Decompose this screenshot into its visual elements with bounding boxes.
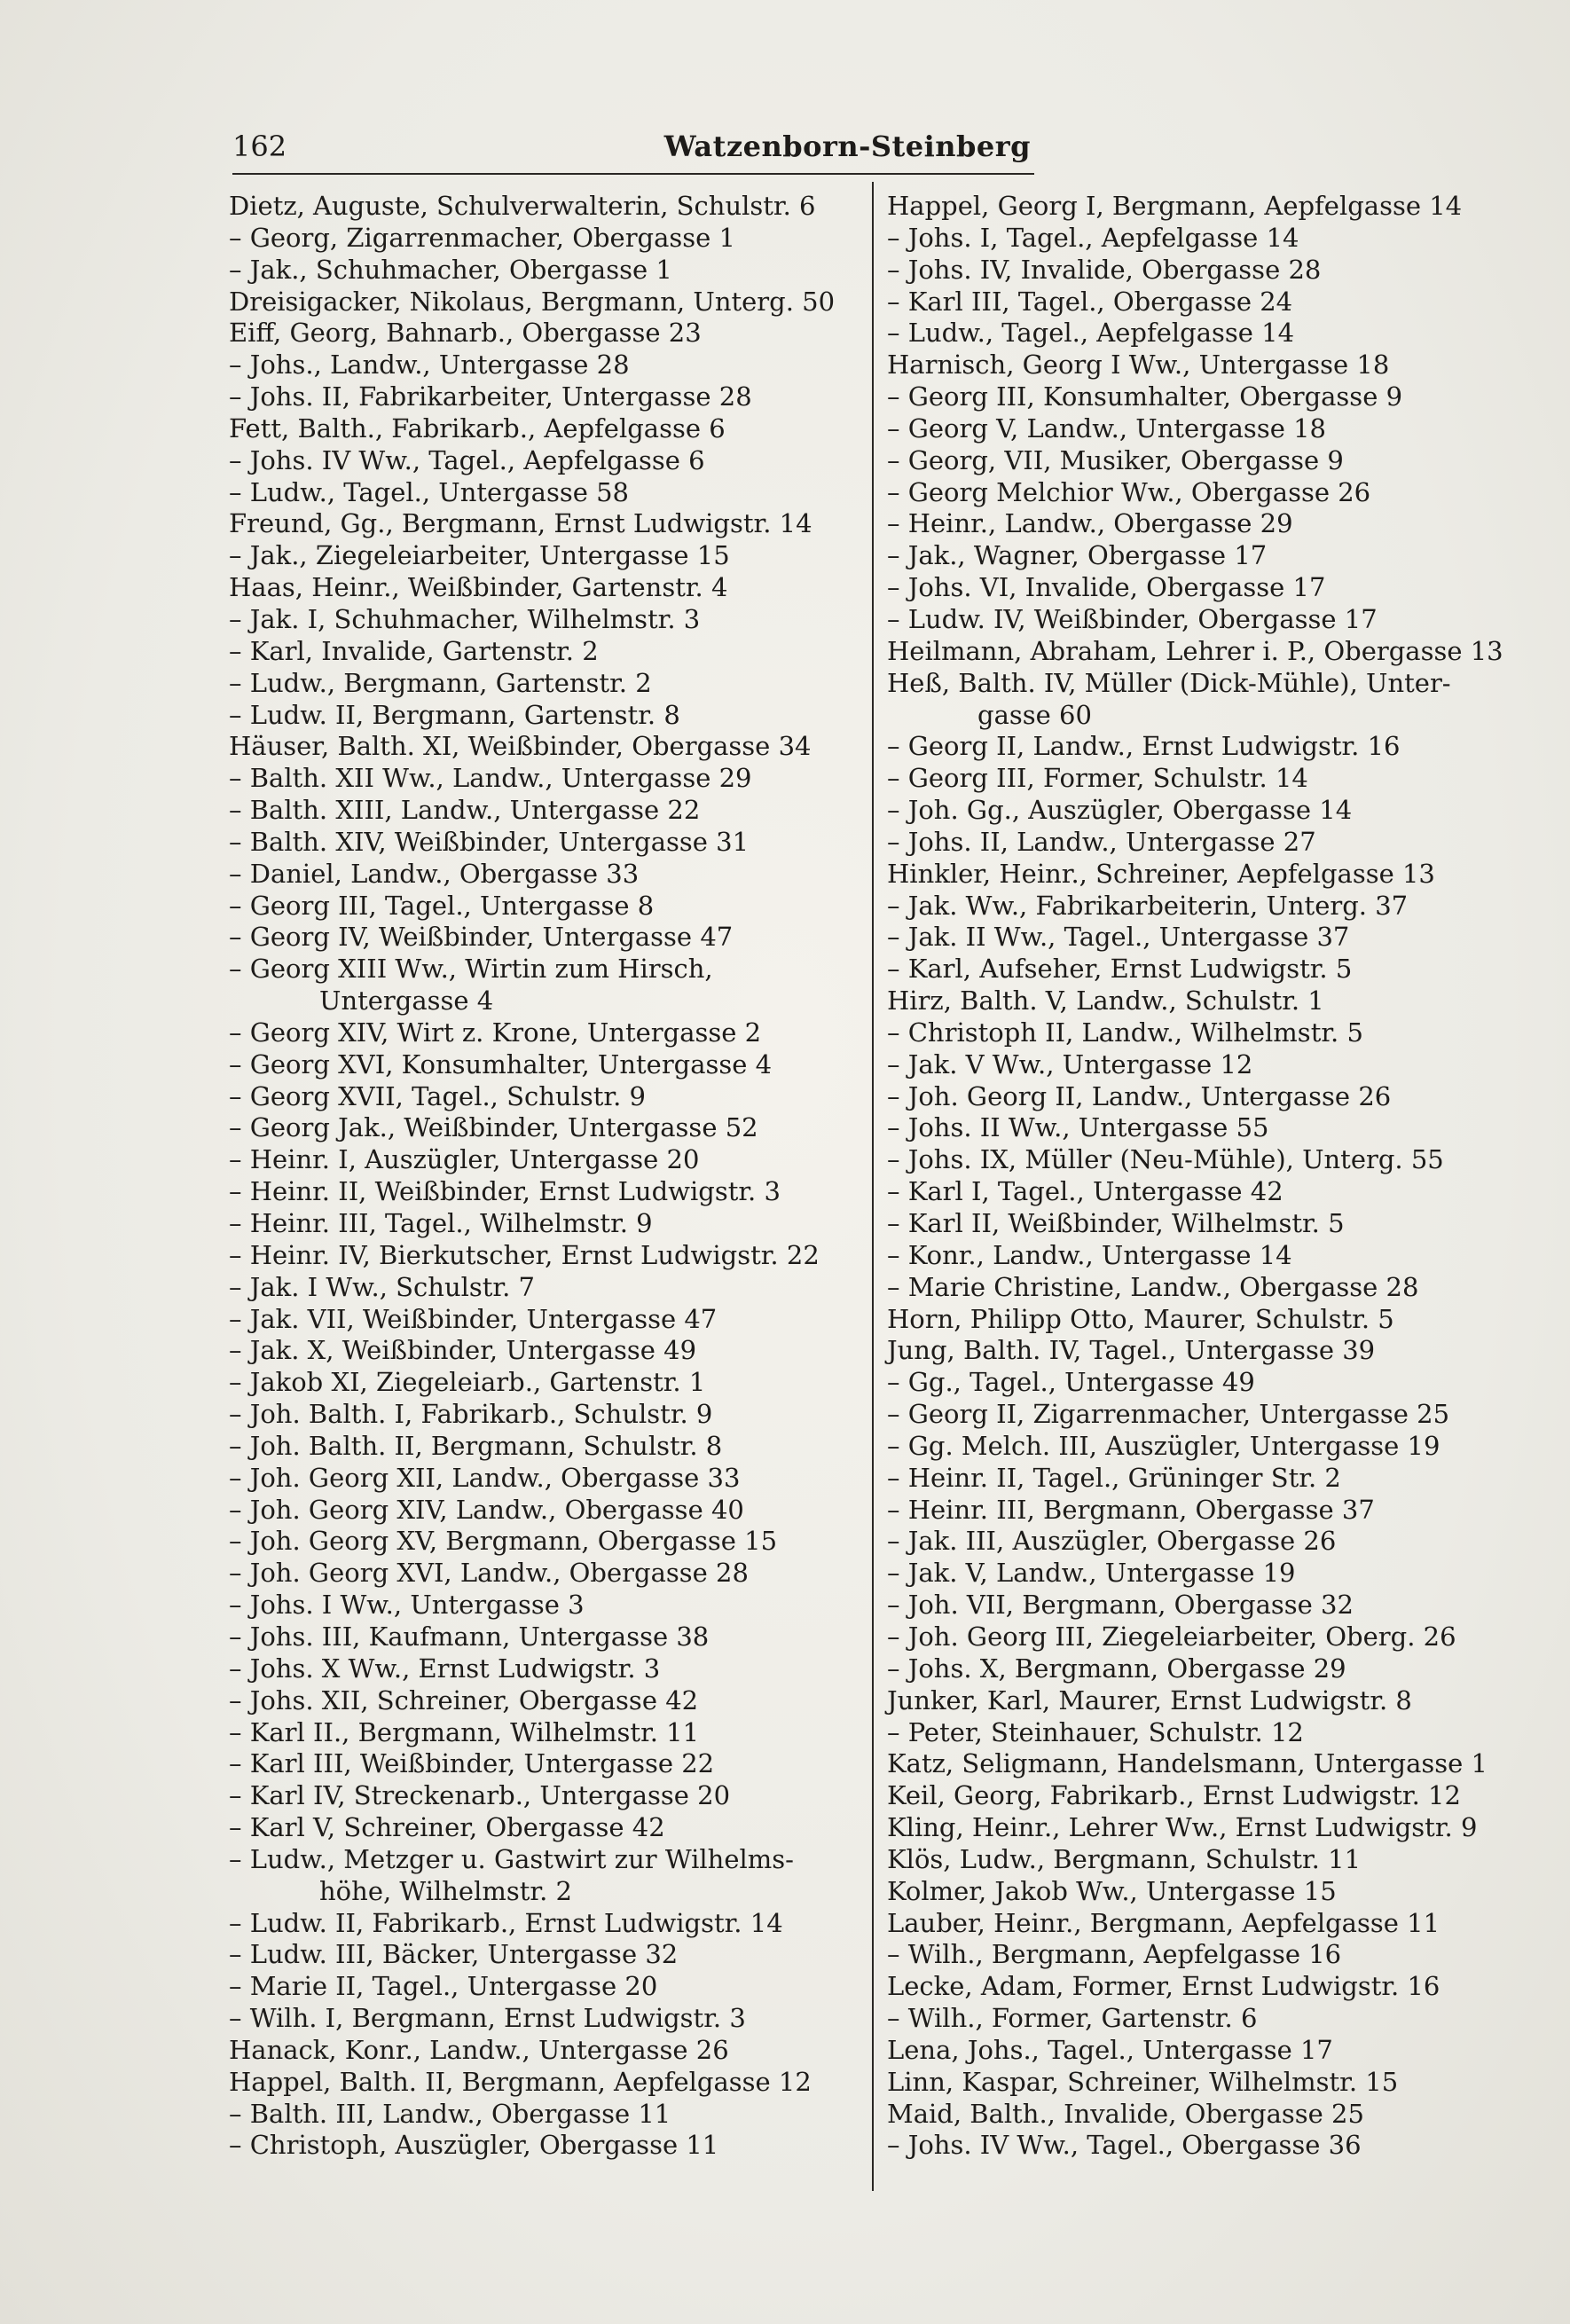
directory-entry: – Jak. X, Weißbinder, Untergasse 49 — [229, 1335, 697, 1366]
directory-entry: Dreisigacker, Nikolaus, Bergmann, Unterg. 50 — [229, 286, 836, 317]
directory-entry: Heß, Balth. IV, Müller (Dick-Mühle), Unter- — [887, 667, 1451, 698]
directory-entry: – Georg II, Zigarrenmacher, Untergasse 25 — [887, 1399, 1450, 1430]
directory-entry: – Ludw., Tagel., Untergasse 58 — [229, 476, 629, 507]
directory-entry: – Georg Melchior Ww., Obergasse 26 — [887, 476, 1371, 507]
directory-entry: Fett, Balth., Fabrikarb., Aepfelgasse 6 — [229, 412, 726, 444]
directory-entry: – Balth. III, Landw., Obergasse 11 — [229, 2098, 671, 2129]
directory-entry: – Konr., Landw., Untergasse 14 — [887, 1239, 1292, 1270]
directory-entry: – Johs. III, Kaufmann, Untergasse 38 — [229, 1621, 710, 1652]
directory-entry: – Joh. Gg., Auszügler, Obergasse 14 — [887, 795, 1353, 826]
directory-entry: Hirz, Balth. V, Landw., Schulstr. 1 — [887, 985, 1324, 1017]
directory-entry: – Karl IV, Streckenarb., Untergasse 20 — [229, 1780, 731, 1811]
directory-entry: – Georg XVI, Konsumhalter, Untergasse 4 — [229, 1048, 773, 1080]
directory-entry: – Jak. Ww., Fabrikarbeiterin, Unterg. 37 — [887, 890, 1409, 921]
directory-entry: – Balth. XII Ww., Landw., Untergasse 29 — [229, 763, 752, 794]
directory-entry: – Ludw. II, Bergmann, Gartenstr. 8 — [229, 699, 680, 730]
directory-entry: – Jak. III, Auszügler, Obergasse 26 — [887, 1526, 1337, 1557]
directory-entry: Junker, Karl, Maurer, Ernst Ludwigstr. 8 — [887, 1684, 1412, 1716]
directory-entry: Kling, Heinr., Lehrer Ww., Ernst Ludwigstr. 9 — [887, 1812, 1478, 1843]
directory-entry: – Karl III, Tagel., Obergasse 24 — [887, 286, 1293, 317]
directory-entry: – Balth. XIII, Landw., Untergasse 22 — [229, 795, 701, 826]
directory-entry: Haas, Heinr., Weißbinder, Gartenstr. 4 — [229, 572, 728, 603]
directory-entry: – Johs. IV, Invalide, Obergasse 28 — [887, 254, 1322, 285]
directory-entry: – Johs. X, Bergmann, Obergasse 29 — [887, 1653, 1346, 1684]
directory-entry: Happel, Balth. II, Bergmann, Aepfelgasse 12 — [229, 2066, 812, 2097]
directory-entry: – Georg III, Konsumhalter, Obergasse 9 — [887, 381, 1403, 412]
directory-entry: – Karl V, Schreiner, Obergasse 42 — [229, 1812, 665, 1843]
directory-entry: – Georg Jak., Weißbinder, Untergasse 52 — [229, 1112, 758, 1143]
directory-entry: Hinkler, Heinr., Schreiner, Aepfelgasse 13 — [887, 858, 1435, 889]
directory-entry: – Joh. Georg XII, Landw., Obergasse 33 — [229, 1462, 741, 1493]
directory-entry: – Karl I, Tagel., Untergasse 42 — [887, 1176, 1283, 1207]
page-number: 162 — [232, 130, 287, 163]
directory-entry: Horn, Philipp Otto, Maurer, Schulstr. 5 — [887, 1303, 1394, 1334]
directory-entry: – Ludw. II, Fabrikarb., Ernst Ludwigstr. 14 — [229, 1907, 783, 1938]
directory-entry: – Johs. I, Tagel., Aepfelgasse 14 — [887, 222, 1299, 253]
directory-entry: Happel, Georg I, Bergmann, Aepfelgasse 14 — [887, 191, 1463, 221]
directory-entry: Katz, Seligmann, Handelsmann, Untergasse 1 — [887, 1748, 1488, 1779]
directory-entry: – Jak. VII, Weißbinder, Untergasse 47 — [229, 1303, 718, 1334]
entry-continuation-line: Untergasse 4 — [319, 985, 494, 1017]
directory-entry: – Georg III, Former, Schulstr. 14 — [887, 763, 1308, 794]
directory-entry: – Joh. Georg III, Ziegeleiarbeiter, Oberg. 26 — [887, 1621, 1456, 1652]
directory-entry: Maid, Balth., Invalide, Obergasse 25 — [887, 2098, 1364, 2129]
directory-entry: – Joh. VII, Bergmann, Obergasse 32 — [887, 1590, 1354, 1621]
directory-entry: Jung, Balth. IV, Tagel., Untergasse 39 — [887, 1335, 1376, 1366]
directory-entry: – Peter, Steinhauer, Schulstr. 12 — [887, 1716, 1304, 1747]
running-title: Watzenborn-Steinberg — [663, 130, 1031, 163]
directory-entry: – Jak., Schuhmacher, Obergasse 1 — [229, 254, 672, 285]
directory-entry: Keil, Georg, Fabrikarb., Ernst Ludwigstr. 12 — [887, 1780, 1461, 1811]
directory-entry: – Heinr. III, Tagel., Wilhelmstr. 9 — [229, 1208, 653, 1238]
directory-entry: – Johs. X Ww., Ernst Ludwigstr. 3 — [229, 1653, 661, 1684]
directory-entry: – Georg, Zigarrenmacher, Obergasse 1 — [229, 222, 736, 253]
directory-entry: – Georg, VII, Musiker, Obergasse 9 — [887, 444, 1344, 475]
directory-entry: – Georg V, Landw., Untergasse 18 — [887, 412, 1326, 444]
directory-entry: – Gg., Tagel., Untergasse 49 — [887, 1367, 1255, 1398]
directory-entry: – Georg III, Tagel., Untergasse 8 — [229, 890, 655, 921]
directory-entry: – Christoph, Auszügler, Obergasse 11 — [229, 2130, 719, 2161]
header-rule — [232, 173, 1034, 175]
directory-entry: – Ludw., Metzger u. Gastwirt zur Wilhelms- — [229, 1843, 794, 1874]
directory-entry: – Marie II, Tagel., Untergasse 20 — [229, 1971, 658, 2002]
directory-entry: – Jak. V, Landw., Untergasse 19 — [887, 1558, 1296, 1589]
directory-entry: – Georg II, Landw., Ernst Ludwigstr. 16 — [887, 731, 1401, 762]
directory-entry: – Gg. Melch. III, Auszügler, Untergasse 19 — [887, 1430, 1440, 1461]
directory-entry: – Balth. XIV, Weißbinder, Untergasse 31 — [229, 826, 750, 857]
directory-entry: Kolmer, Jakob Ww., Untergasse 15 — [887, 1875, 1337, 1906]
right-column — [887, 191, 1570, 2162]
directory-entry: – Johs. I Ww., Untergasse 3 — [229, 1590, 585, 1621]
directory-entry: – Johs. II Ww., Untergasse 55 — [887, 1112, 1269, 1143]
directory-entry: Linn, Kaspar, Schreiner, Wilhelmstr. 15 — [887, 2066, 1399, 2097]
directory-entry: – Jakob XI, Ziegeleiarb., Gartenstr. 1 — [229, 1367, 706, 1398]
directory-entry: – Johs. II, Fabrikarbeiter, Untergasse 28 — [229, 381, 752, 412]
directory-entry: – Georg IV, Weißbinder, Untergasse 47 — [229, 922, 734, 953]
directory-entry: – Heinr. IV, Bierkutscher, Ernst Ludwigstr. 22 — [229, 1239, 820, 1270]
directory-entry: – Jak., Wagner, Obergasse 17 — [887, 540, 1268, 571]
entry-continuation-line: höhe, Wilhelmstr. 2 — [319, 1875, 572, 1906]
directory-entry: – Heinr. II, Tagel., Grüninger Str. 2 — [887, 1462, 1341, 1493]
directory-entry: – Karl III, Weißbinder, Untergasse 22 — [229, 1748, 715, 1779]
directory-entry: – Heinr., Landw., Obergasse 29 — [887, 508, 1293, 539]
directory-entry: – Ludw., Bergmann, Gartenstr. 2 — [229, 667, 652, 698]
directory-entry: – Johs. IX, Müller (Neu-Mühle), Unterg. 55 — [887, 1144, 1444, 1175]
directory-entry: – Joh. Georg II, Landw., Untergasse 26 — [887, 1080, 1392, 1111]
directory-entry: – Jak. V Ww., Untergasse 12 — [887, 1048, 1253, 1080]
directory-entry: – Johs. VI, Invalide, Obergasse 17 — [887, 572, 1326, 603]
directory-entry: – Joh. Balth. I, Fabrikarb., Schulstr. 9 — [229, 1399, 713, 1430]
directory-entry: – Johs. IV Ww., Tagel., Aepfelgasse 6 — [229, 444, 705, 475]
directory-entry: – Ludw. IV, Weißbinder, Obergasse 17 — [887, 603, 1378, 634]
directory-entry: – Heinr. II, Weißbinder, Ernst Ludwigstr. 3 — [229, 1176, 781, 1207]
directory-entry: – Daniel, Landw., Obergasse 33 — [229, 858, 640, 889]
directory-entry: – Ludw. III, Bäcker, Untergasse 32 — [229, 1939, 679, 1970]
directory-entry: – Johs. IV Ww., Tagel., Obergasse 36 — [887, 2130, 1362, 2161]
directory-entry: – Marie Christine, Landw., Obergasse 28 — [887, 1271, 1419, 1302]
directory-entry: – Jak., Ziegeleiarbeiter, Untergasse 15 — [229, 540, 730, 571]
column-divider — [872, 182, 874, 2191]
directory-entry: – Karl II, Weißbinder, Wilhelmstr. 5 — [887, 1208, 1345, 1238]
directory-entry: – Joh. Georg XVI, Landw., Obergasse 28 — [229, 1558, 749, 1589]
directory-entry: – Karl II., Bergmann, Wilhelmstr. 11 — [229, 1716, 700, 1747]
directory-entry: – Heinr. I, Auszügler, Untergasse 20 — [229, 1144, 700, 1175]
directory-entry: Harnisch, Georg I Ww., Untergasse 18 — [887, 349, 1390, 381]
directory-entry: – Wilh. I, Bergmann, Ernst Ludwigstr. 3 — [229, 2003, 746, 2034]
directory-entry: – Ludw., Tagel., Aepfelgasse 14 — [887, 318, 1295, 349]
directory-entry: Dietz, Auguste, Schulverwalterin, Schulstr. 6 — [229, 191, 816, 221]
directory-entry: – Heinr. III, Bergmann, Obergasse 37 — [887, 1494, 1375, 1525]
directory-entry: – Georg XIV, Wirt z. Krone, Untergasse 2 — [229, 1017, 762, 1048]
directory-entry: – Jak. I Ww., Schulstr. 7 — [229, 1271, 535, 1302]
directory-entry: Heilmann, Abraham, Lehrer i. P., Obergasse 13 — [887, 635, 1503, 666]
directory-entry: – Joh. Georg XIV, Landw., Obergasse 40 — [229, 1494, 744, 1525]
directory-entry: – Jak. II Ww., Tagel., Untergasse 37 — [887, 922, 1350, 953]
directory-entry: – Karl, Aufseher, Ernst Ludwigstr. 5 — [887, 954, 1353, 985]
directory-entry: – Wilh., Bergmann, Aepfelgasse 16 — [887, 1939, 1342, 1970]
directory-entry: Hanack, Konr., Landw., Untergasse 26 — [229, 2034, 729, 2065]
page-header — [232, 124, 1031, 169]
directory-entry: – Johs., Landw., Untergasse 28 — [229, 349, 630, 381]
directory-entry: – Johs. XII, Schreiner, Obergasse 42 — [229, 1684, 699, 1716]
directory-entry: – Christoph II, Landw., Wilhelmstr. 5 — [887, 1017, 1363, 1048]
directory-entry: Lecke, Adam, Former, Ernst Ludwigstr. 16 — [887, 1971, 1440, 2002]
entry-continuation-line: gasse 60 — [977, 699, 1092, 730]
directory-entry: Häuser, Balth. XI, Weißbinder, Obergasse 34 — [229, 731, 812, 762]
directory-entry: Eiff, Georg, Bahnarb., Obergasse 23 — [229, 318, 702, 349]
directory-entry: Lauber, Heinr., Bergmann, Aepfelgasse 11 — [887, 1907, 1440, 1938]
directory-entry: Klös, Ludw., Bergmann, Schulstr. 11 — [887, 1843, 1362, 1874]
directory-entry: – Georg XIII Ww., Wirtin zum Hirsch, — [229, 954, 713, 985]
directory-entry: – Karl, Invalide, Gartenstr. 2 — [229, 635, 599, 666]
directory-entry: – Joh. Balth. II, Bergmann, Schulstr. 8 — [229, 1430, 723, 1461]
left-column — [229, 191, 863, 2162]
directory-entry: – Wilh., Former, Gartenstr. 6 — [887, 2003, 1258, 2034]
directory-entry: – Johs. II, Landw., Untergasse 27 — [887, 826, 1316, 857]
directory-entry: – Georg XVII, Tagel., Schulstr. 9 — [229, 1080, 646, 1111]
directory-entry: Freund, Gg., Bergmann, Ernst Ludwigstr. 14 — [229, 508, 812, 539]
directory-entry: – Jak. I, Schuhmacher, Wilhelmstr. 3 — [229, 603, 701, 634]
directory-entry: – Joh. Georg XV, Bergmann, Obergasse 15 — [229, 1526, 778, 1557]
directory-entry: Lena, Johs., Tagel., Untergasse 17 — [887, 2034, 1333, 2065]
